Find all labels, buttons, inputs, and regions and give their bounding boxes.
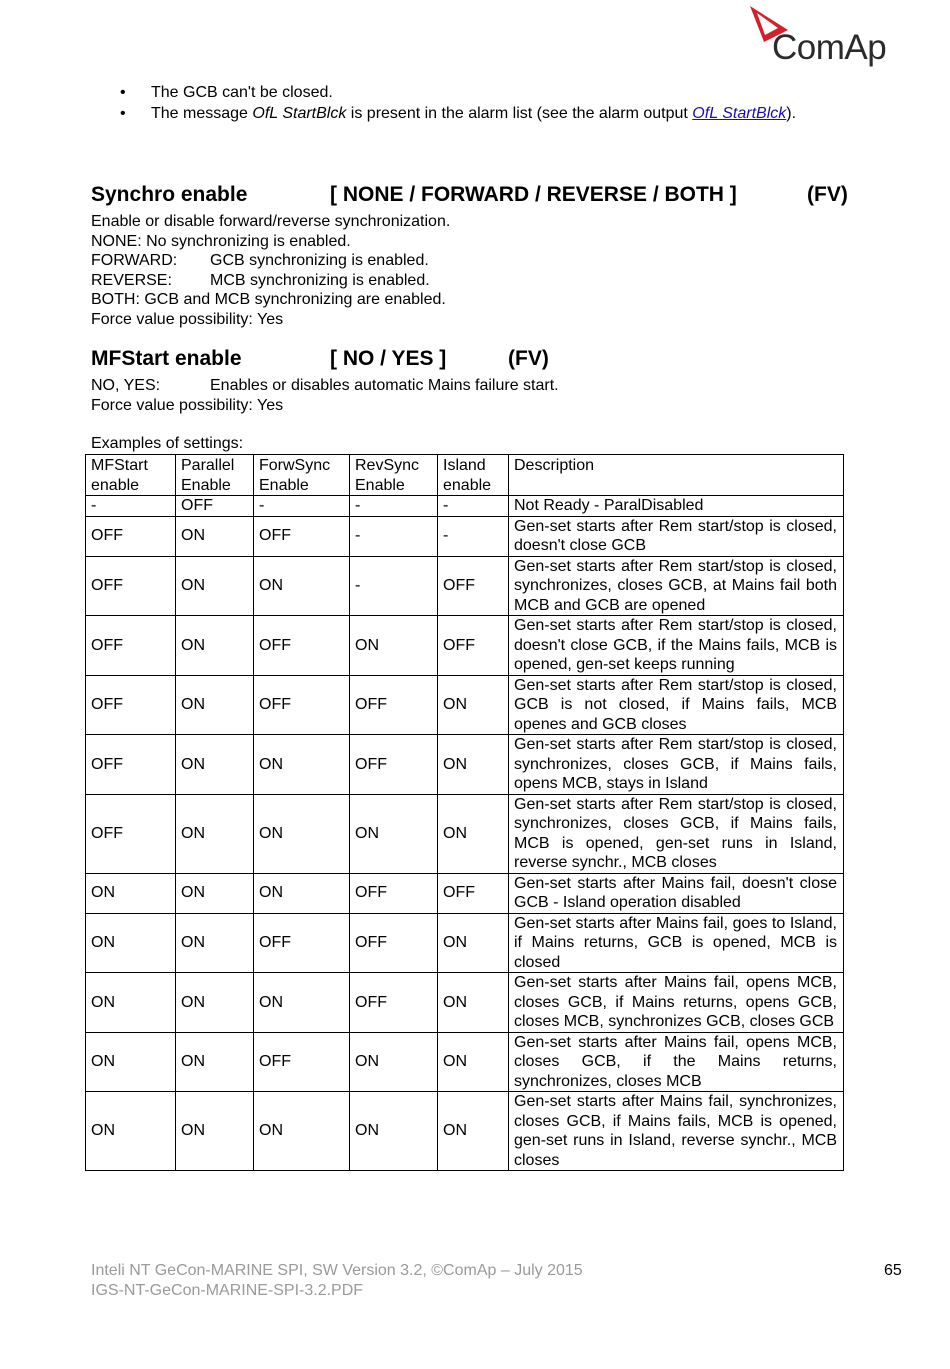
value-cell: ON [254,556,350,616]
value-cell: OFF [86,735,176,795]
synchro-enable-description [91,212,450,330]
value-cell: ON [176,735,254,795]
value-cell: ON [176,556,254,616]
value-cell: ON [254,735,350,795]
setpoint-name: MFStart enable [91,347,242,370]
message-name: OfL StartBlck [252,105,347,122]
value-cell: ON [350,1032,438,1092]
value-cell: OFF [86,675,176,735]
bullet-text: is present in the alarm list (see the alarm output [346,105,693,122]
table-row [86,496,844,517]
option-value: Enables or disables automatic Mains failure start. [210,377,559,394]
description-cell: Gen-set starts after Rem start/stop is closed, GCB is not closed, if Mains fails, MCB openes and GCB closes [509,675,844,735]
value-cell: - [438,516,509,556]
page-number: 65 [884,1262,902,1279]
table-row [86,1092,844,1171]
value-cell: ON [86,1032,176,1092]
value-cell: OFF [86,616,176,676]
header-cell: Description [509,455,844,496]
value-cell: ON [254,973,350,1033]
value-cell: ON [254,1092,350,1171]
value-cell: OFF [254,913,350,973]
bullet-item [120,103,796,124]
description-cell: Gen-set starts after Mains fail, opens MCB, closes GCB, if the Mains returns, synchronizes, closes MCB [509,1032,844,1092]
value-cell: OFF [350,873,438,913]
value-cell: ON [254,873,350,913]
table-row [86,1032,844,1092]
bullet-list [120,82,796,124]
table-body [86,496,844,1171]
value-cell: - [350,496,438,517]
value-cell: ON [176,616,254,676]
value-cell: ON [176,794,254,873]
value-cell: OFF [350,913,438,973]
value-cell: ON [176,1032,254,1092]
description-cell: Not Ready - ParalDisabled [509,496,844,517]
bullet-text: The message [151,105,253,122]
option-value: MCB synchronizing is enabled. [210,271,430,289]
value-cell: OFF [350,675,438,735]
value-cell: OFF [86,556,176,616]
page-footer [91,1261,583,1300]
table-row [86,556,844,616]
description-cell: Gen-set starts after Mains fail, opens MCB, closes GCB, if Mains returns, opens GCB, closes MCB, synchronizes GCB, closes GCB [509,973,844,1033]
value-cell: OFF [254,616,350,676]
option-key: FORWARD: [91,252,178,270]
examples-label-text: Examples of settings: [91,435,244,452]
description-cell: Gen-set starts after Rem start/stop is closed, synchronizes, closes GCB, at Mains fail both MCB and GCB are opened [509,556,844,616]
table-row [86,913,844,973]
value-cell: ON [176,516,254,556]
description-line: BOTH: GCB and MCB synchronizing are enabled. [91,291,446,309]
description-cell: Gen-set starts after Mains fail, doesn't close GCB - Island operation disabled [509,873,844,913]
option-value: GCB synchronizing is enabled. [210,252,429,270]
setpoint-range: [ NO / YES ] [330,347,447,370]
footer-line: Inteli NT GeCon-MARINE SPI, SW Version 3.2, ©ComAp – July 2015 [91,1262,583,1279]
examples-label [91,434,243,454]
description-cell: Gen-set starts after Rem start/stop is closed, synchronizes, closes GCB, if Mains fails, opens MCB, stays in Island [509,735,844,795]
description-line: Force value possibility: Yes [91,396,284,414]
value-cell: OFF [176,496,254,517]
value-cell: - [350,516,438,556]
table-row [86,616,844,676]
value-cell: ON [176,1092,254,1171]
option-key: NO, YES: [91,377,161,394]
table-row [86,973,844,1033]
table-row [86,873,844,913]
header-cell: Island enable [438,455,509,496]
table-header-row [86,455,844,496]
description-line [91,271,450,291]
value-cell: OFF [254,675,350,735]
bullet-dot-icon: • [120,105,126,122]
bullet-dot-icon: • [120,84,126,101]
value-cell: ON [438,1032,509,1092]
table-row [86,735,844,795]
description-cell: Gen-set starts after Mains fail, synchronizes, closes GCB, if Mains fails, MCB is opened, gen-set runs in Island, reverse synchr., MCB closes [509,1092,844,1171]
table-header [86,455,844,496]
value-cell: ON [438,794,509,873]
value-cell: OFF [438,873,509,913]
value-cell: OFF [438,616,509,676]
value-cell: ON [350,1092,438,1171]
value-cell: OFF [350,735,438,795]
bullet-item [120,82,796,103]
alarm-output-link[interactable]: OfL StartBlck [692,105,787,122]
value-cell: - [86,496,176,517]
setpoint-tag: (FV) [508,347,549,370]
description-line: NONE: No synchronizing is enabled. [91,232,351,250]
header-cell: Parallel Enable [176,455,254,496]
setpoint-tag: (FV) [807,183,848,206]
value-cell: - [254,496,350,517]
description-line [91,376,559,396]
header-cell: ForwSync Enable [254,455,350,496]
description-cell: Gen-set starts after Rem start/stop is closed, doesn't close GCB, if the Mains fails, MCB is opened, gen-set keeps running [509,616,844,676]
description-cell: Gen-set starts after Rem start/stop is closed, synchronizes, closes GCB, if Mains fails, MCB is opened, gen-set runs in Island, reverse synchr., MCB closes [509,794,844,873]
value-cell: ON [438,675,509,735]
mfstart-enable-description [91,376,559,415]
bullet-text: ). [786,105,797,122]
description-line: Force value possibility: Yes [91,310,284,328]
description-cell: Gen-set starts after Mains fail, goes to Island, if Mains returns, GCB is opened, MCB is closed [509,913,844,973]
value-cell: OFF [438,556,509,616]
value-cell: ON [86,913,176,973]
logo-text: ComAp [772,28,887,67]
value-cell: OFF [86,516,176,556]
value-cell: ON [438,735,509,795]
value-cell: OFF [254,1032,350,1092]
table-row [86,675,844,735]
setpoint-range: [ NONE / FORWARD / REVERSE / BOTH ] [330,183,737,206]
value-cell: OFF [254,516,350,556]
settings-examples-table [85,454,844,1171]
value-cell: ON [438,913,509,973]
value-cell: ON [350,616,438,676]
value-cell: OFF [86,794,176,873]
table-row [86,794,844,873]
setpoint-name: Synchro enable [91,183,248,206]
value-cell: OFF [350,973,438,1033]
value-cell: ON [438,973,509,1033]
value-cell: ON [176,973,254,1033]
value-cell: ON [86,873,176,913]
value-cell: - [350,556,438,616]
value-cell: ON [350,794,438,873]
value-cell: ON [86,973,176,1033]
description-line [91,251,450,271]
value-cell: ON [176,675,254,735]
value-cell: ON [176,873,254,913]
bullet-text: The GCB can't be closed. [151,84,333,101]
description-line: Enable or disable forward/reverse synchronization. [91,213,451,230]
option-key: REVERSE: [91,271,172,289]
description-cell: Gen-set starts after Rem start/stop is closed, doesn't close GCB [509,516,844,556]
value-cell: ON [438,1092,509,1171]
footer-line: IGS-NT-GeCon-MARINE-SPI-3.2.PDF [91,1281,364,1299]
value-cell: ON [254,794,350,873]
value-cell: ON [86,1092,176,1171]
value-cell: ON [176,913,254,973]
value-cell: - [438,496,509,517]
header-cell: MFStart enable [86,455,176,496]
table-row [86,516,844,556]
header-cell: RevSync Enable [350,455,438,496]
